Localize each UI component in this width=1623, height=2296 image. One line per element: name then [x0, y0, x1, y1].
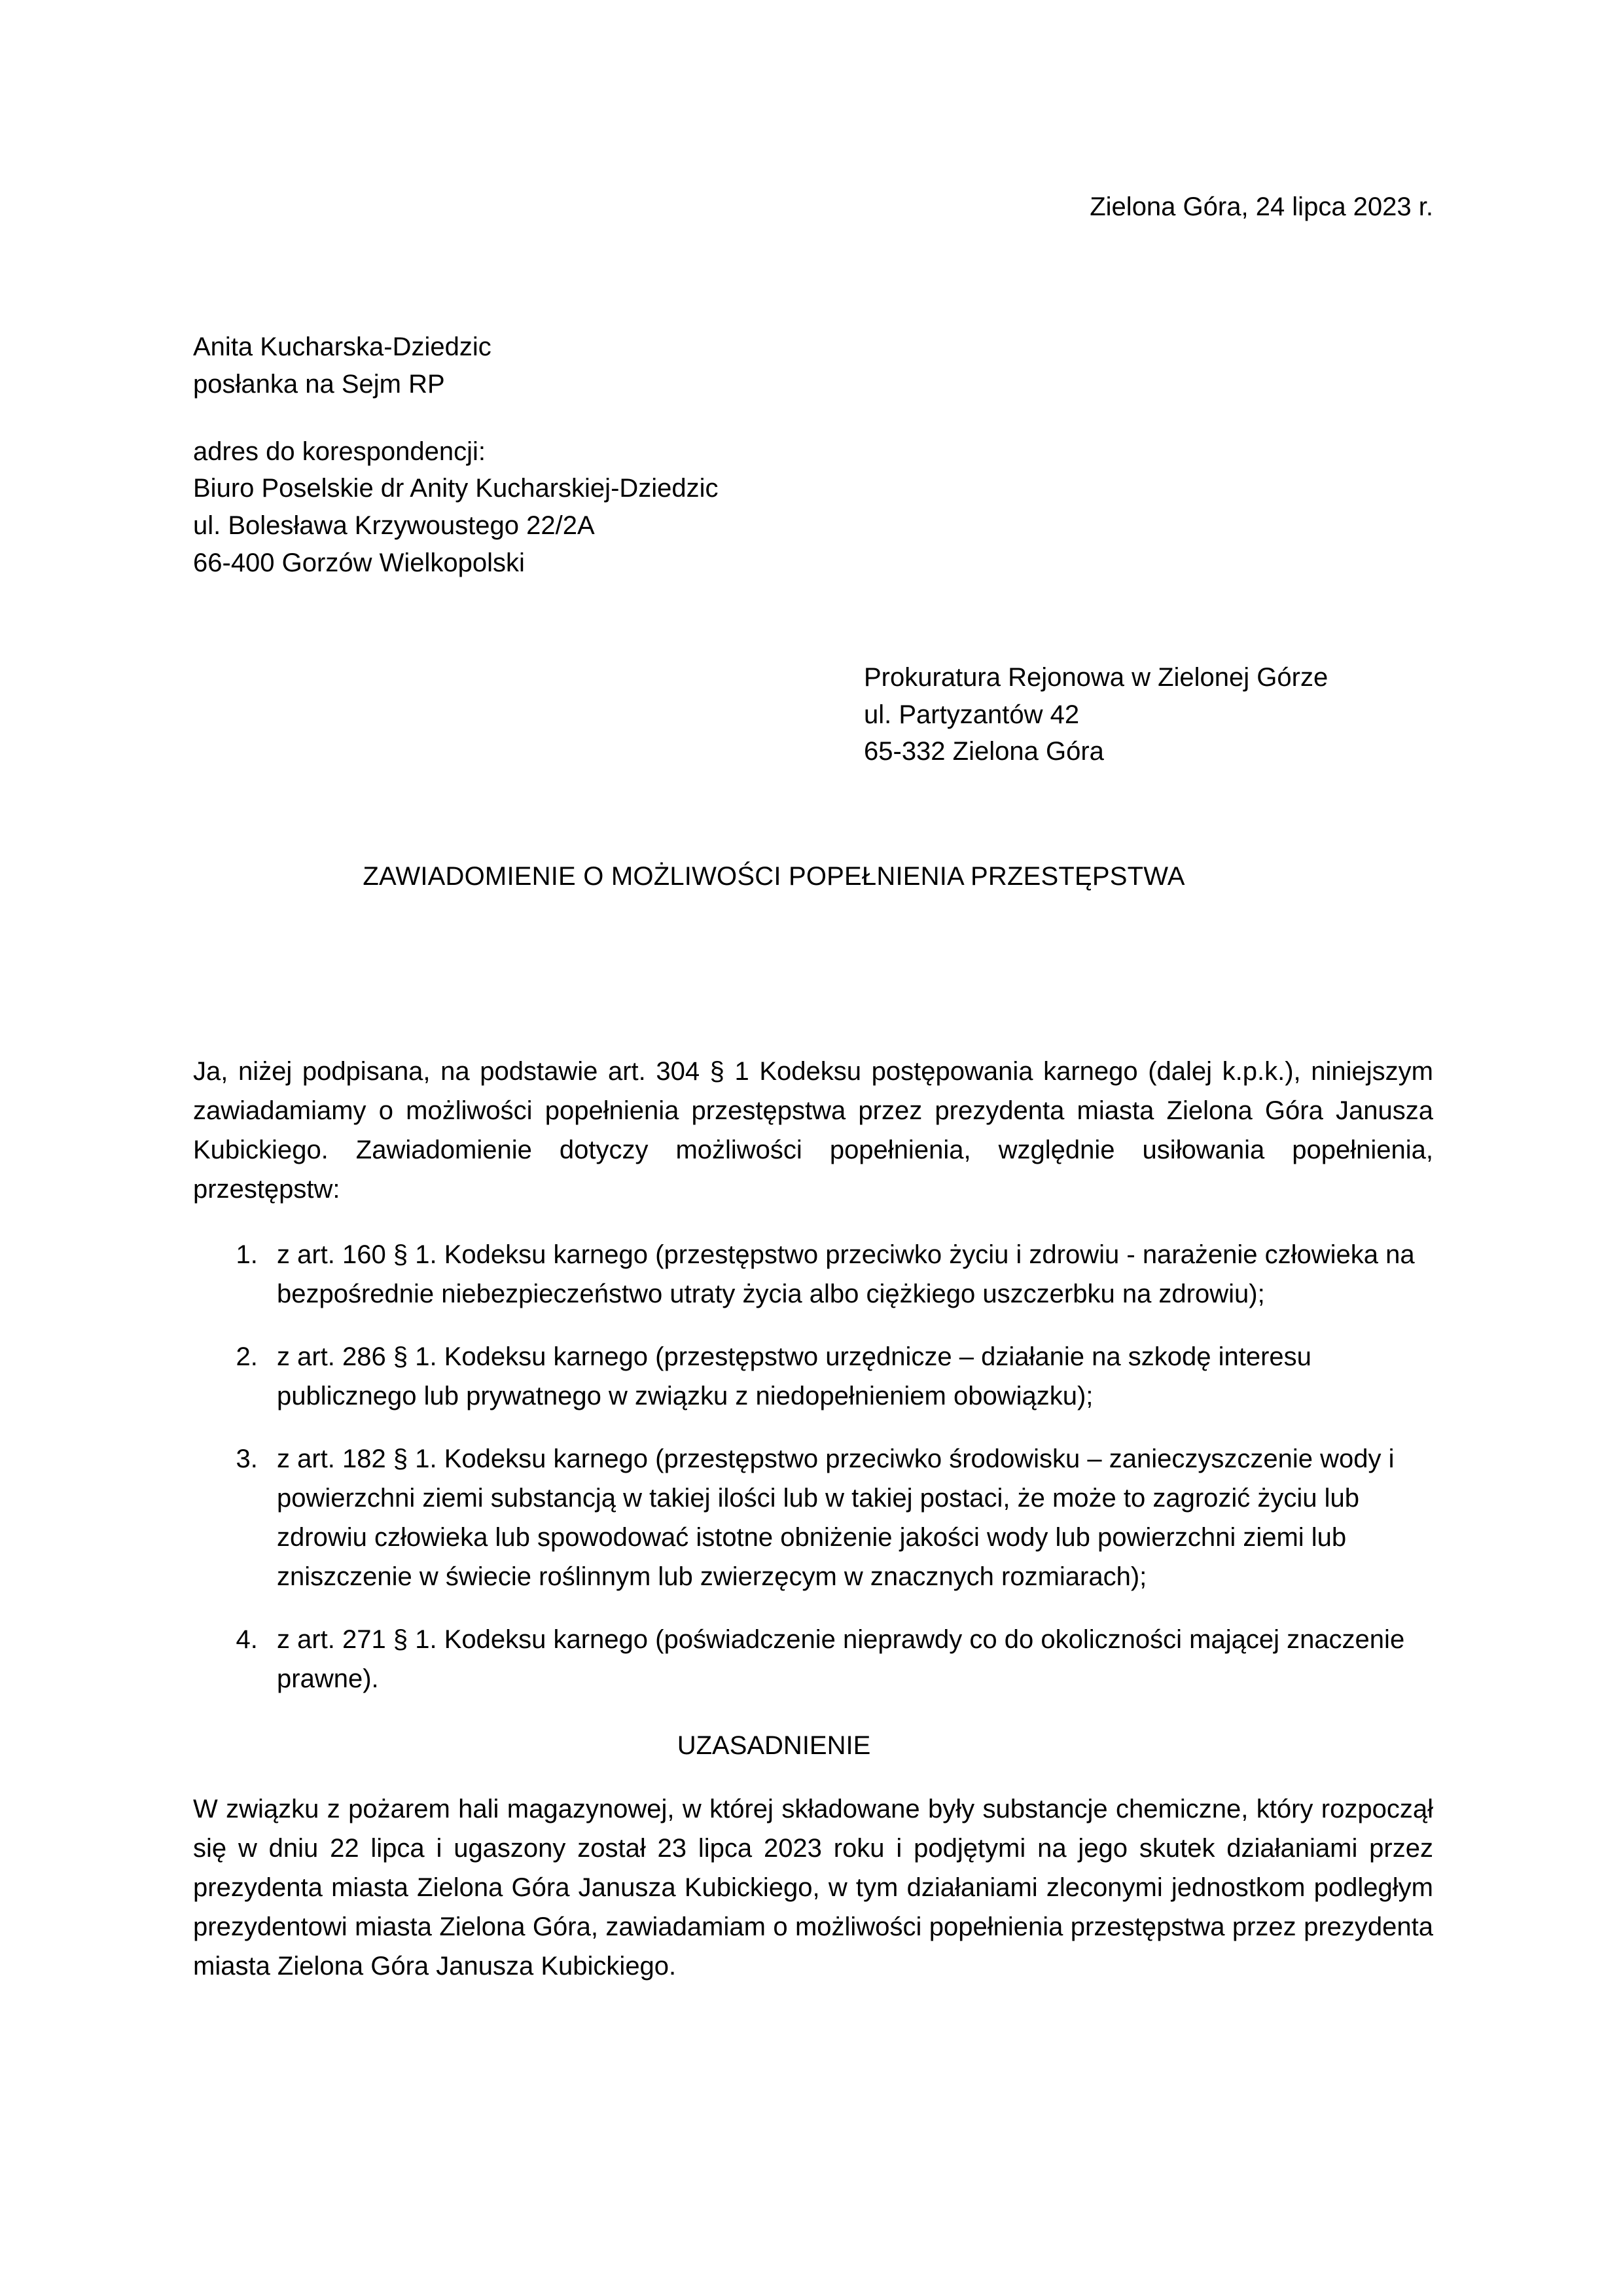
- sender-block: [193, 329, 1433, 582]
- sender-role: posłanka na Sejm RP: [193, 369, 445, 399]
- sender-address-line: Biuro Poselskie dr Anity Kucharskiej-Dziedzic: [193, 474, 719, 503]
- recipient-block: [864, 659, 1433, 770]
- sender-address-label: adres do korespondencji:: [193, 437, 486, 466]
- charges-list: [193, 1235, 1433, 1698]
- sender-address-line: 66-400 Gorzów Wielkopolski: [193, 548, 525, 577]
- list-item: 2. z art. 286 § 1. Kodeksu karnego (przestępstwo urzędnicze – działanie na szkodę interesu publicznego lub prywatnego w związku z niedopełnieniem obowiązku);: [265, 1337, 1433, 1416]
- document-title: ZAWIADOMIENIE O MOŻLIWOŚCI POPEŁNIENIA PRZESTĘPSTWA: [363, 862, 1185, 891]
- sender-name: Anita Kucharska-Dziedzic: [193, 332, 491, 361]
- list-item: 4. z art. 271 § 1. Kodeksu karnego (poświadczenie nieprawdy co do okoliczności mającej znaczenie prawne).: [265, 1620, 1433, 1698]
- recipient-line: ul. Partyzantów 42: [864, 700, 1080, 729]
- intro-paragraph: Ja, niżej podpisana, na podstawie art. 304 § 1 Kodeksu postępowania karnego (dalej k.p.k.), niniejszym zawiadamiamy o możliwości popełnienia przestępstwa przez prezydenta miasta Zielona Góra Janusza Kubickiego. Zawiadomienie dotyczy możliwości popełnienia, względnie usiłowania popełnienia, przestępstw:: [193, 1057, 1433, 1204]
- list-item: 1. z art. 160 § 1. Kodeksu karnego (przestępstwo przeciwko życiu i zdrowiu - narażenie człowieka na bezpośrednie niebezpieczeństwo utraty życia albo ciężkiego uszczerbku na zdrowiu);: [265, 1235, 1433, 1314]
- recipient-line: 65-332 Zielona Góra: [864, 737, 1104, 766]
- justification-paragraph: W związku z pożarem hali magazynowej, w której składowane były substancje chemiczne, który rozpoczął się w dniu 22 lipca i ugaszony został 23 lipca 2023 roku i podjętymi na jego skutek działaniami przez prezydenta miasta Zielona Góra Janusza Kubickiego, w tym działaniami zleconymi jednostkom podległym prezydentowi miasta Zielona Góra, zawiadamiam o możliwości popełnienia przestępstwa przez prezydenta miasta Zielona Góra Janusza Kubickiego.: [193, 1795, 1433, 1981]
- list-item: 3. z art. 182 § 1. Kodeksu karnego (przestępstwo przeciwko środowisku – zanieczyszczenie wody i powierzchni ziemi substancją w takiej ilości lub w takiej postaci, że może to zagrozić życiu lub zdrowiu człowieka lub spowodować istotne obniżenie jakości wody lub powierzchni ziemi lub zniszczenie w świecie roślinnym lub zwierzęcym w znacznych rozmiarach);: [265, 1439, 1433, 1596]
- sender-address-line: ul. Bolesława Krzywoustego 22/2A: [193, 511, 595, 541]
- date-line: Zielona Góra, 24 lipca 2023 r.: [1090, 192, 1433, 221]
- recipient-line: Prokuratura Rejonowa w Zielonej Górze: [864, 662, 1329, 692]
- spacer: [193, 403, 1433, 433]
- document-body: [193, 0, 1433, 1986]
- justification-title: UZASADNIENIE: [677, 1731, 871, 1761]
